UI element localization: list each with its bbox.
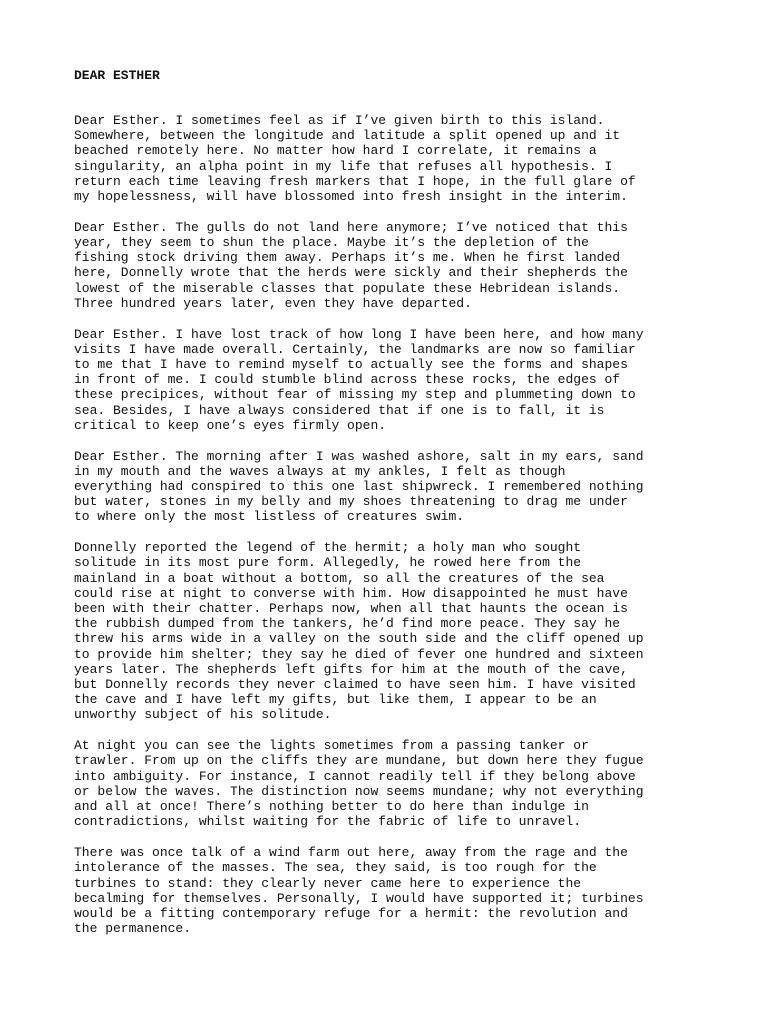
paragraph-line: contradictions, whilst waiting for the fabric of life to unravel. — [74, 814, 582, 830]
paragraph-line: into ambiguity. For instance, I cannot readily tell if they belong above — [74, 768, 636, 784]
paragraph-line: visits I have made overall. Certainly, the landmarks are now so familiar — [74, 341, 636, 357]
paragraph-line: becalming for themselves. Personally, I would have supported it; turbines — [74, 890, 644, 906]
paragraph-line: Three hundred years later, even they have departed. — [74, 295, 472, 311]
paragraph-line: solitude in its most pure form. Allegedly, he rowed here from the — [74, 555, 582, 571]
paragraph-line: to where only the most listless of creatures swim. — [74, 509, 465, 525]
paragraph-line: Dear Esther. The gulls do not land here anymore; I’ve noticed that this — [74, 219, 628, 235]
paragraph-line: would be a fitting contemporary refuge for a hermit: the revolution and — [74, 905, 628, 921]
paragraph-line: to provide him shelter; they say he died of fever one hundred and sixteen — [74, 646, 644, 662]
paragraph-line: unworthy subject of his solitude. — [74, 707, 332, 723]
paragraph — [74, 449, 734, 525]
paragraph-line: trawler. From up on the cliffs they are mundane, but down here they fugue — [74, 753, 644, 769]
paragraph-line: Dear Esther. I have lost track of how long I have been here, and how many — [74, 326, 644, 342]
paragraph-line: the permanence. — [74, 921, 192, 937]
paragraph-line: critical to keep one’s eyes firmly open. — [74, 417, 387, 433]
paragraph-line: in front of me. I could stumble blind across these rocks, the edges of — [74, 372, 621, 388]
paragraph-line: years later. The shepherds left gifts for him at the mouth of the cave, — [74, 661, 628, 677]
paragraph — [74, 738, 734, 829]
paragraph-line: Dear Esther. I sometimes feel as if I’ve given birth to this island. — [74, 113, 605, 128]
paragraph — [74, 327, 734, 433]
document-body — [74, 113, 734, 952]
document-title: DEAR ESTHER — [74, 68, 160, 83]
paragraph-line: lowest of the miserable classes that populate these Hebridean islands. — [74, 280, 621, 296]
paragraph-line: these precipices, without fear of missing my step and plummeting down to — [74, 387, 636, 403]
paragraph — [74, 220, 734, 311]
paragraph-line: my hopelessness, will have blossomed into fresh insight in the interim. — [74, 189, 628, 205]
paragraph-line: singularity, an alpha point in my life that refuses all hypothesis. I — [74, 158, 613, 174]
paragraph-line: the cave and I have left my gifts, but like them, I appear to be an — [74, 692, 597, 708]
paragraph-line: year, they seem to shun the place. Maybe it’s the depletion of the — [74, 235, 589, 251]
paragraph-line: threw his arms wide in a valley on the south side and the cliff opened up — [74, 631, 644, 647]
paragraph-line: here, Donnelly wrote that the herds were sickly and their shepherds the — [74, 265, 628, 281]
paragraph-line: everything had conspired to this one last shipwreck. I remembered nothing — [74, 479, 644, 495]
paragraph-line: but water, stones in my belly and my shoes threatening to drag me under — [74, 494, 628, 510]
paragraph-line: return each time leaving fresh markers that I hope, in the full glare of — [74, 173, 636, 189]
paragraph-line: fishing stock driving them away. Perhaps it’s me. When he first landed — [74, 250, 621, 266]
paragraph — [74, 540, 734, 722]
paragraph-line: been with their chatter. Perhaps now, when all that haunts the ocean is — [74, 601, 628, 617]
paragraph-line: to me that I have to remind myself to actually see the forms and shapes — [74, 357, 628, 373]
paragraph-line: At night you can see the lights sometimes from a passing tanker or — [74, 738, 589, 754]
paragraph-line: beached remotely here. No matter how hard I correlate, it remains a — [74, 143, 597, 159]
paragraph-line: but Donnelly records they never claimed to have seen him. I have visited — [74, 677, 636, 693]
paragraph-line: There was once talk of a wind farm out here, away from the rage and the — [74, 845, 628, 861]
paragraph — [74, 845, 734, 936]
paragraph-line: Dear Esther. The morning after I was washed ashore, salt in my ears, sand — [74, 448, 644, 464]
paragraph-line: the rubbish dumped from the tankers, he’d find more peace. They say he — [74, 616, 621, 632]
paragraph-line: in my mouth and the waves always at my ankles, I felt as though — [74, 463, 566, 479]
paragraph-line: Somewhere, between the longitude and latitude a split opened up and it — [74, 128, 621, 144]
paragraph-line: mainland in a boat without a bottom, so all the creatures of the sea — [74, 570, 605, 586]
paragraph-line: turbines to stand: they clearly never came here to experience the — [74, 875, 582, 891]
paragraph-line: or below the waves. The distinction now seems mundane; why not everything — [74, 783, 644, 799]
paragraph-line: Donnelly reported the legend of the hermit; a holy man who sought — [74, 540, 582, 556]
paragraph-line: and all at once! There’s nothing better to do here than indulge in — [74, 799, 589, 815]
paragraph-line: intolerance of the masses. The sea, they said, is too rough for the — [74, 860, 597, 876]
paragraph-line: sea. Besides, I have always considered that if one is to fall, it is — [74, 402, 605, 418]
paragraph — [74, 113, 734, 204]
paragraph-line: could rise at night to converse with him. How disappointed he must have — [74, 585, 628, 601]
